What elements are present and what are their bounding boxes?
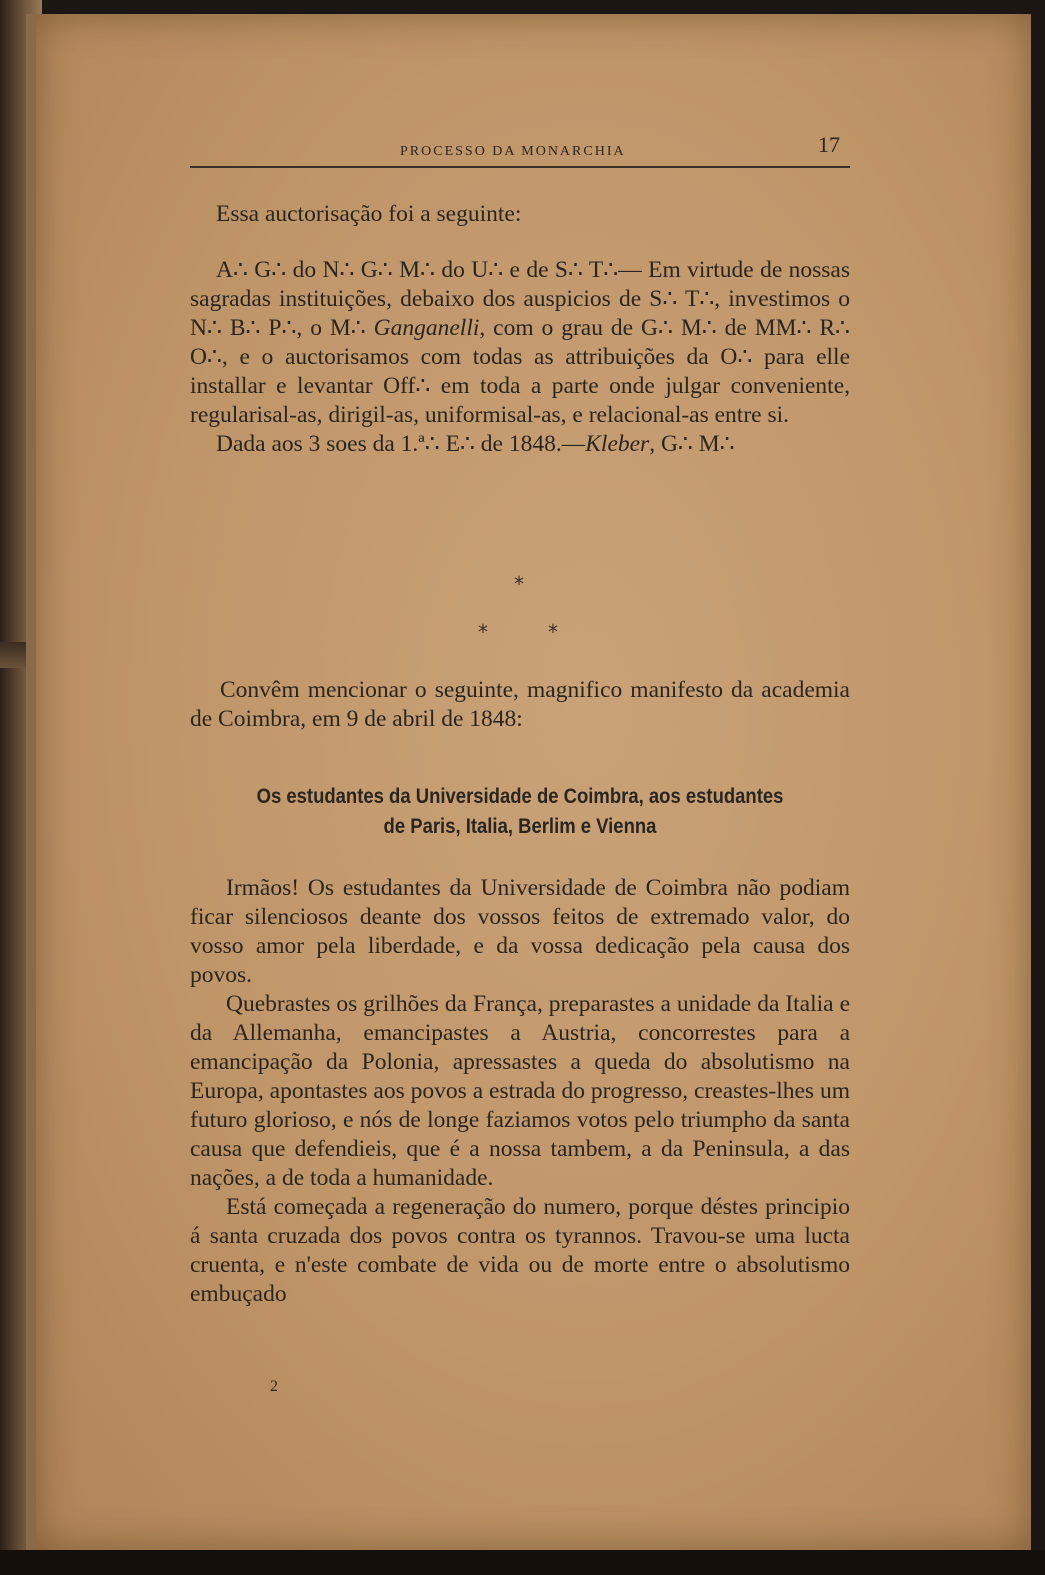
signature-mark: 2	[270, 1378, 278, 1395]
convem-paragraph	[190, 676, 850, 734]
intro-paragraph: Essa auctorisação foi a seguinte:	[216, 201, 522, 227]
running-title: PROCESSO DA MONARCHIA	[400, 144, 626, 159]
manifesto-body	[190, 874, 850, 1309]
header-rule	[190, 166, 850, 168]
manifesto-title-line: de Paris, Italia, Berlim e Vienna	[383, 815, 657, 838]
page-bottom-edge	[0, 1550, 1045, 1575]
page-number: 17	[818, 132, 840, 157]
section-separator	[470, 572, 570, 642]
authorization-body: A∴ G∴ do N∴ G∴ M∴ do U∴ e de S∴ T∴— Em virtude de nossas sagradas instituições, debaixo dos auspicios de S∴ T∴, investimos o N∴ B∴ P∴, o M∴ Ganganelli, com o grau de G∴ M∴ de MM∴ R∴ O∴, e o auctorisamos com todas as attribuições da O∴ para elle installar e levantar Off∴ em toda a parte onde julgar conveniente, regularisal-as, dirigil-as, uniformisal-as, e relacional-as entre si.	[190, 257, 850, 428]
manifesto-paragraph: Quebrastes os grilhões da França, preparastes a unidade da Italia e da Allemanha, emancipastes a Austria, concorrestes para a emancipação da Polonia, apressastes a queda do absolutismo na Europa, apontastes aos povos a estrada do progresso, creastes-lhes um futuro glorioso, e nós de longe faziamos votos pelo triumpho da santa causa que defendieis, que é a nossa tambem, a da Peninsula, a das nações, a de toda a humanidade.	[190, 991, 850, 1191]
separator-star: *	[548, 620, 558, 644]
running-header	[190, 132, 850, 162]
authorization-text	[190, 256, 850, 459]
authorization-date: Dada aos 3 soes da 1.ª∴ E∴ de 1848.—Kleber, G∴ M∴	[216, 431, 735, 457]
manifesto-title-line: Os estudantes da Universidade de Coimbra, aos estudantes	[256, 785, 784, 808]
manifesto-paragraph: Irmãos! Os estudantes da Universidade de Coimbra não podiam ficar silenciosos deante dos vossos feitos de extremado valor, do vosso amor pela liberdade, e da vossa dedicação pela causa dos povos.	[190, 875, 850, 988]
separator-star: *	[478, 620, 488, 644]
manifesto-title	[230, 782, 811, 842]
convem-text: Convêm mencionar o seguinte, magnifico manifesto da academia de Coimbra, em 9 de abril de 1848:	[190, 677, 850, 732]
manifesto-paragraph: Está começada a regeneração do numero, porque déstes principio á santa cruzada dos povos contra os tyrannos. Travou-se uma lucta cruenta, e n'este combate de vida ou de morte entre o absolutismo embuçado	[190, 1194, 850, 1307]
separator-star: *	[514, 572, 524, 596]
